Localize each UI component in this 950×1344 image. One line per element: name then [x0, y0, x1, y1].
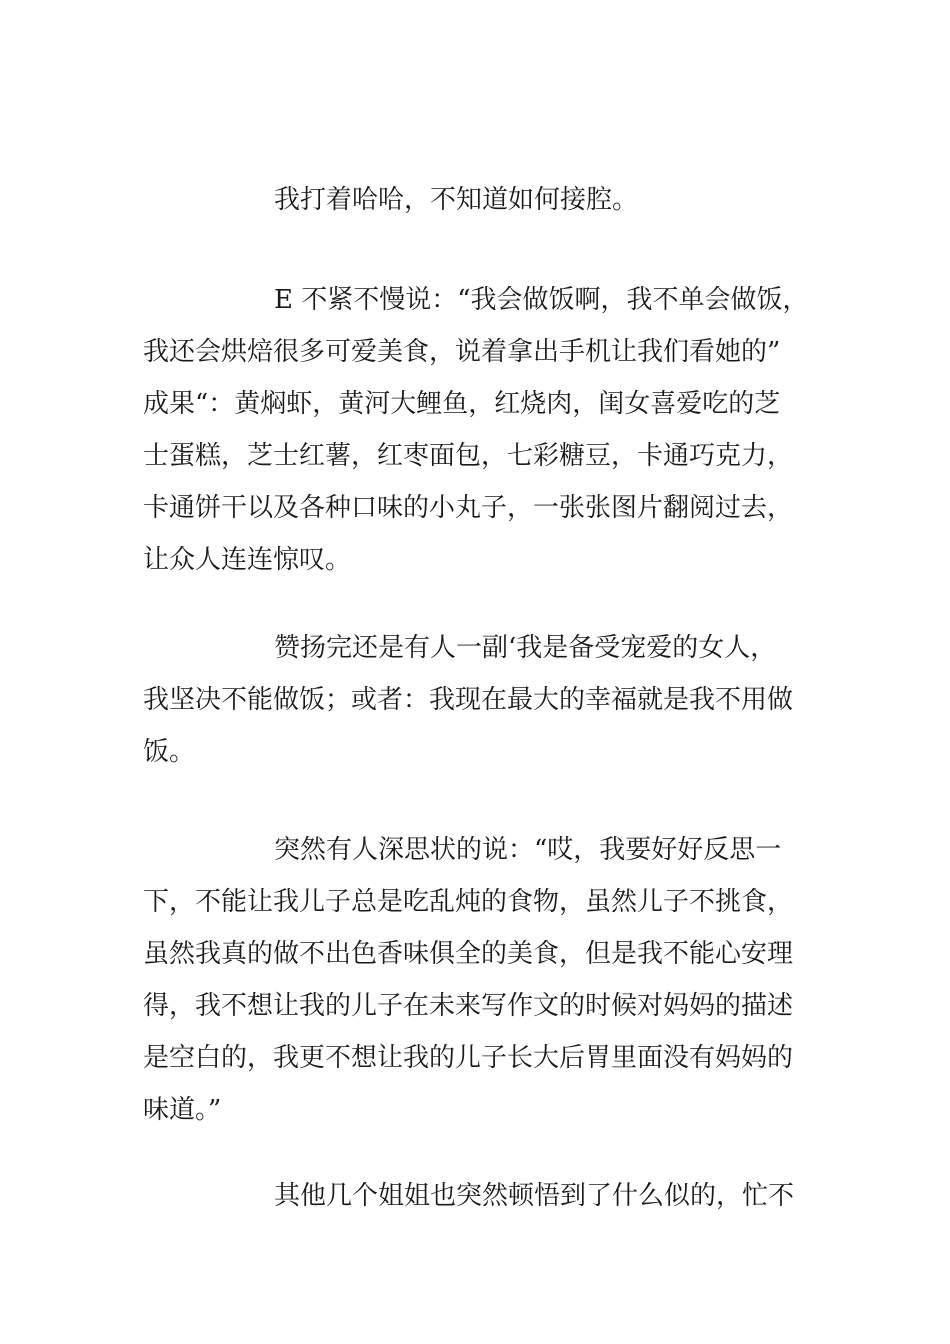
paragraph-line: 我还会烘焙很多可爱美食，说着拿出手机让我们看她的” — [143, 337, 781, 367]
paragraph-line: 让众人连连惊叹。 — [143, 545, 352, 575]
paragraph-line: 虽然我真的做不出色香味俱全的美食，但是我不能心安理 — [143, 939, 794, 969]
paragraph-2 — [143, 274, 809, 586]
paragraph-line: 是空白的，我更不想让我的儿子长大后胃里面没有妈妈的 — [143, 1043, 794, 1073]
paragraph-line: 其他几个姐姐也突然顿悟到了什么似的，忙不 — [274, 1181, 795, 1211]
paragraph-line: 卡通饼干以及各种口味的小丸子，一张张图片翻阅过去， — [143, 493, 794, 523]
paragraph-line: 突然有人深思状的说：“哎，我要好好反思一 — [274, 835, 782, 865]
paragraph-3 — [143, 622, 809, 778]
paragraph-line: 士蛋糕，芝士红薯，红枣面包，七彩糖豆，卡通巧克力， — [143, 441, 794, 471]
paragraph-line: E 不紧不慢说：“我会做饭啊，我不单会做饭， — [274, 285, 809, 315]
paragraph-line: 味道。” — [143, 1095, 222, 1125]
paragraph-line: 下，不能让我儿子总是吃乱炖的食物，虽然儿子不挑食， — [143, 887, 794, 917]
paragraph-line: 成果“：黄焖虾，黄河大鲤鱼，红烧肉，闺女喜爱吃的芝 — [143, 389, 781, 419]
paragraph-5 — [143, 1170, 809, 1222]
paragraph-line: 赞扬完还是有人一副‘我是备受宠爱的女人， — [274, 633, 777, 663]
paragraph-4 — [143, 824, 809, 1136]
paragraph-line: 我坚决不能做饭；或者：我现在最大的幸福就是我不用做 — [143, 685, 794, 715]
paragraph-1 — [143, 174, 809, 226]
paragraph-line: 得，我不想让我的儿子在未来写作文的时候对妈妈的描述 — [143, 991, 794, 1021]
paragraph-line: 我打着哈哈，不知道如何接腔。 — [274, 185, 639, 215]
paragraph-line: 饭。 — [143, 737, 196, 767]
